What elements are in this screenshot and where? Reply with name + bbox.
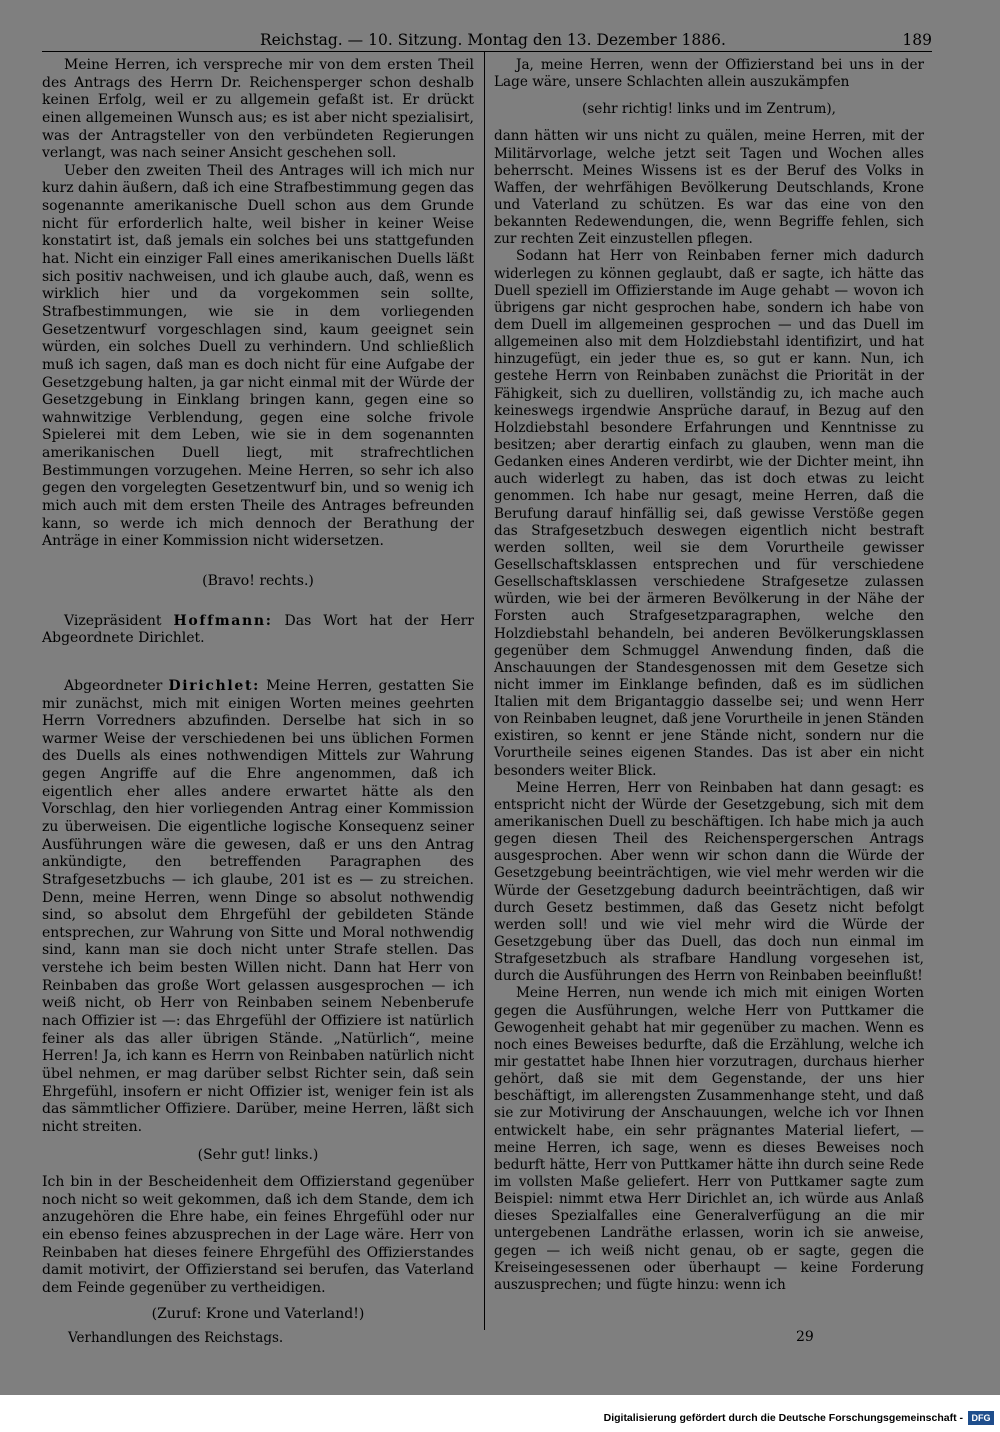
speaker-role: Vizepräsident (64, 612, 162, 629)
column-divider (484, 52, 485, 1330)
paragraph: dann hätten wir uns nicht zu quälen, meine Herren, mit der Militärvorlage, welche jetzt seit Tagen und Wochen alles beherrscht. Meines Wissens ist es der Beruf des Volks in Waffen, der wehrfähigen Bevölkerung Deutschlands, Krone und Vaterland zu schützen. Es war das eine von den bekannten Redewendungen, die, wenn Begriffe fehlen, sich zur rechten Zeit einzustellen pflegen. (494, 128, 924, 248)
paragraph: Meine Herren, nun wende ich mich mit einigen Worten gegen die Ausführungen, welche Herr von Puttkamer die Gewogenheit gehabt hat mir gegenüber zu machen. Wenn es noch eines Beweises bedurfte, daß die Erzählung, welche ich mir gestattet habe Ihnen hier vorzutragen, durchaus hierher gehört, daß sie mit dem Gegenstande, der uns hier beschäftigt, im allerengsten Zusammenhange steht, und daß sie zur Motivirung der Anschauungen, welche ich vor Ihnen entwickelt habe, ein sehr prägnantes Material liefert, — meine Herren, ich sage, wenn es dieses Beweises noch bedurft hätte, Herr von Puttkamer hätte ihn durch seine Rede im vollsten Maße geliefert. Herr von Puttkamer sagte zum Beispiel: nimmt etwa Herr Dirichlet an, ich würde aus Anlaß dieses Spezialfalles eine Generalverfügung an die mir untergebenen Landräthe erlassen, worin ich sie anweise, gegen — ich weiß nicht genau, ob er sagte, gegen die Kreiseingesessenen oder überhaupt — keine Forderung auszusprechen; und fügte hinzu: wenn ich (494, 985, 924, 1293)
digitization-bar (0, 1409, 1000, 1429)
speaker-name: Hoffmann: (173, 612, 273, 629)
page-number: 189 (902, 31, 932, 49)
footer-title: Verhandlungen des Reichstags. (68, 1330, 284, 1346)
speaker-paragraph (42, 613, 474, 648)
paragraph: Meine Herren, Herr von Reinbaben hat dann gesagt: es entspricht nicht der Würde der Gesetzgebung, sich mit dem amerikanischen Duell zu beschäftigen. Ich habe mich ja auch gegen diesen Theil des Reichenspergerschen Antrags ausgesprochen. Aber wenn wir schon dann die Würde der Gesetzgebung beeinträchtigen, wie viel mehr werden wir die Würde der Gesetzgebung dadurch beeinträchtigen, daß wir durch Gesetz bestimmen, daß das Gesetz nicht befolgt werden soll! und wie viel mehr wird die Würde der Gesetzgebung über das Duell, das doch nun einmal im Strafgesetzbuch als strafbare Handlung vorgesehen ist, durch die Ausführungen des Herrn von Reinbaben beeinflußt! (494, 779, 924, 985)
speaker-text: Das Wort hat der Herr Abgeordnete Dirichlet. (42, 612, 474, 647)
speaker-paragraph (42, 678, 474, 1137)
paragraph: Meine Herren, ich verspreche mir von dem ersten Theil des Antrags des Herrn Dr. Reichensperger schon deshalb keinen Erfolg, weil er zu allgemein gefaßt ist. Er drückt einen allgemeinen Wunsch aus; es ist aber nicht spezialisirt, was der Antragsteller von den verbündeten Regierungen verlangt, was nach seiner Ansicht geschehen soll. (42, 57, 474, 162)
running-title: Reichstag. — 10. Sitzung. Montag den 13. Dezember 1886. (260, 31, 726, 49)
interjection: (Zuruf: Krone und Vaterland!) (151, 1305, 365, 1322)
digitization-notice: Digitalisierung gefördert durch die Deutsche Forschungsgemeinschaft - (603, 1412, 963, 1424)
paragraph: Ich bin in der Bescheidenheit dem Offizierstand gegenüber noch nicht so weit gekommen, daß ich dem Stande, dem ich anzugehören die Ehre habe, ein feines Ehrgefühl oder nur ein ebenso feines abzusprechen in der Lage wäre. Herr von Reinbaben hat dieses feinere Ehrgefühl des Offizierstandes damit motivirt, der Offizierstand sei berufen, das Vaterland dem Feinde gegenüber zu vertheidigen. (42, 1174, 474, 1296)
interjection: (Sehr gut! links.) (197, 1146, 319, 1163)
speaker-role: Abgeordneter (64, 677, 163, 694)
paragraph: Ja, meine Herren, wenn der Offizierstand bei uns in der Lage wäre, unsere Schlachten allein auszukämpfen (494, 57, 924, 91)
interjection: (sehr richtig! links und im Zentrum), (582, 101, 836, 118)
paragraph: Sodann hat Herr von Reinbaben ferner mich dadurch widerlegen zu können geglaubt, daß er sagte, ich hätte das Duell speziell im Offizierstande im Auge gehabt — wovon ich übrigens gar nicht gesprochen habe, sondern ich habe von dem Duell im allgemeinen gesprochen — und das Duell im allgemeinen also mit dem Holzdiebstahl identifizirt, und hat hinzugefügt, ein jeder thue es, so gut er kann. Nun, ich gestehe Herrn von Reinbaben zunächst die Priorität in der Fähigkeit, sich zu duelliren, vollständig zu, ich mache auch keineswegs irgendwie Ansprüche darauf, in Bezug auf den Holzdiebstahl besondere Erfahrungen und Kenntnisse zu besitzen; aber derartig einfach zu glauben, wenn man die Gedanken eines Anderen verdirbt, wie der Dichter meint, ihn auch widerlegt zu haben, das ist doch etwas zu leicht genommen. Ich habe nur gesagt, meine Herren, daß die Berufung darauf hinfällig sei, daß gewisse Verstöße gegen das Strafgesetzbuch deswegen eigentlich nicht bestraft werden sollten, weil sie dem Vorurtheile gewisser Gesellschaftsklassen entsprechen und für verschiedene Gesellschaftsklassen verschiedene Strafgesetze zulassen würden, wie bei der ärmeren Bevölkerung in der Nähe der Forsten auch Strafgesetzparagraphen, welche den Holzdiebstahl behandeln, bei anderen Bevölkerungsklassen gegenüber dem Schmuggel Anwendung finden, daß die Anschauungen der Standesgenossen mit dem Gesetze sich nicht immer im Einklange befinden, daß es im südlichen Italien mit dem Brigantaggio dasselbe sei; und wenn Herr von Reinbaben leugnet, daß jene Vorurtheile in jenen Ständen existiren, so kennt er jene Stände nicht, sondern nur die Vorurtheile seines eigenen Standes. Das ist aber ein nicht besonders weiter Blick. (494, 248, 924, 779)
interjection: (Bravo! rechts.) (202, 572, 314, 589)
signature-mark: 29 (796, 1329, 814, 1345)
dfg-logo: DFG (968, 1411, 994, 1425)
speaker-text: Meine Herren, gestatten Sie mir zunächst, mich mit einigen Worten meines geehrten Herrn Vorredners abzufinden. Derselbe hat sich in so warmer Weise der verschiedenen bei uns üblichen Formen des Duells als eines nothwendigen Mittels zur Wahrung gegen Angriffe auf die Ehre angenommen, daß ich eigentlich eher alles andere erwartet hätte als den Vorschlag, den hier vorliegenden Antrag einer Kommission zu überweisen. Die eigentliche logische Konsequenz seiner Ausführungen wäre die gewesen, daß er uns den Antrag ankündigte, den betreffenden Paragraphen des Strafgesetzbuchs — ich glaube, 201 ist es — zu streichen. Denn, meine Herren, wenn Dinge so absolut nothwendig sind, so absolut dem Ehrgefühl der gebildeten Stände entsprechen, zur Wahrung von Sitte und Moral nothwendig sind, kann man sie doch nicht unter Strafe stellen. Das verstehe ich beim besten Willen nicht. Dann hat Herr von Reinbaben das große Wort gelassen ausgesprochen — ich weiß nicht, ob Herr von Reinbaben seinem Nebenberufe nach Offizier ist —: das Ehrgefühl der Offiziere ist natürlich feiner als das aller übrigen Stände. „Natürlich“, meine Herren! Ja, ich kann es Herrn von Reinbaben natürlich nicht übel nehmen, er mag darüber selbst Richter sein, daß sein Ehrgefühl, insofern er nicht Offizier ist, weniger fein ist als das sämmtlicher Offiziere. Darüber, meine Herren, läßt sich nicht streiten. (42, 677, 474, 1135)
paragraph: Ueber den zweiten Theil des Antrages will ich mich nur kurz dahin äußern, daß ich eine Strafbestimmung gegen das sogenannte amerikanische Duell schon aus dem Grunde nicht für erforderlich halte, weil bisher in keiner Weise konstatirt ist, daß jemals ein solches bei uns stattgefunden hat. Nicht ein einziger Fall eines amerikanischen Duells läßt sich positiv nachweisen, und ich glaube auch, daß, wenn es wirklich hier und da vorgekommen sein sollte, Strafbestimmungen, wie sie in dem vorliegenden Gesetzentwurf vorgeschlagen sind, kaum geeignet sein würden, ein solches Duell zu verhindern. Und schließlich muß ich sagen, daß man es doch nicht für eine Aufgabe der Gesetzgebung halten, ja gar nicht einmal mit der Würde der Gesetzgebung in Einklang bringen kann, gegen eine so wahnwitzige Verblendung, gegen eine solche frivole Spielerei mit dem Leben, wie sie in dem sogenannten amerikanischen Duell liegt, mit strafrechtlichen Bestimmungen vorzugehen. Meine Herren, so sehr ich also gegen den vorgelegten Gesetzentwurf bin, und so wenig ich mich auch mit dem ersten Theile des Antrages befreunden kann, so werde ich mich dennoch der Berathung der Anträge in einer Kommission nicht widersetzen. (42, 162, 474, 550)
header-rule (42, 51, 932, 52)
speaker-name: Dirichlet: (168, 677, 261, 694)
left-column (42, 57, 474, 1323)
right-column (494, 57, 924, 1294)
